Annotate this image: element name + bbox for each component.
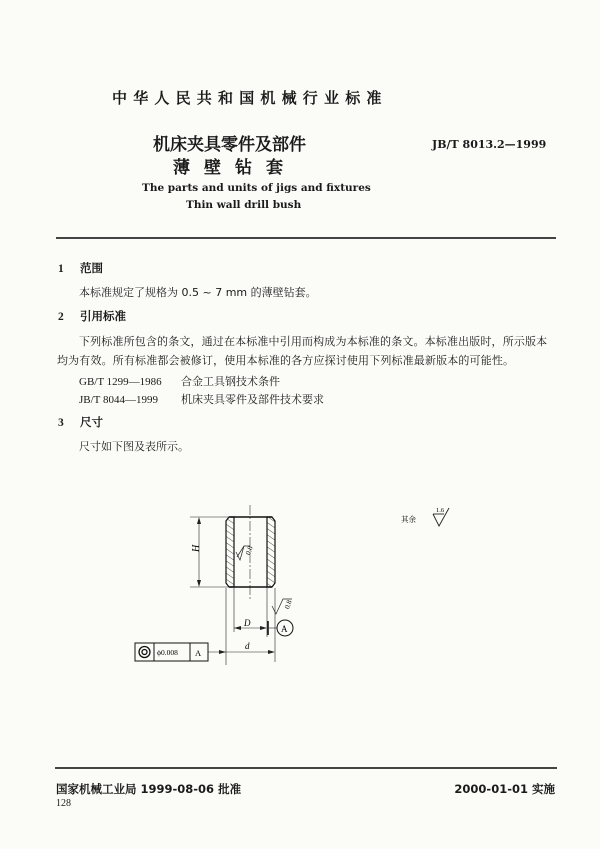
reference-title: 机床夹具零件及部件技术要求 bbox=[181, 393, 324, 406]
title-cn-line2: 薄壁钻套 bbox=[173, 158, 297, 178]
reference-code: GB/T 1299—1986 bbox=[79, 376, 162, 388]
title-en-line1: The parts and units of jigs and fixtures bbox=[142, 182, 371, 194]
datum-label: A bbox=[281, 624, 288, 634]
section-2-para-line1: 下列标准所包含的条文，通过在本标准中引用而构成为本标准的条文。本标准出版时，所示版本 bbox=[79, 335, 548, 348]
section-title: 尺寸 bbox=[80, 415, 103, 429]
approval-info: 国家机械工业局 1999-08-06 批准 bbox=[56, 782, 242, 796]
standard-code: JB/T 8013.2—1999 bbox=[432, 138, 547, 151]
remaining-roughness-value: 1.6 bbox=[436, 507, 445, 514]
outer-diameter-label: d bbox=[245, 641, 250, 651]
roughness-outer-value: 0.8 bbox=[283, 599, 294, 611]
section-1-text: 本标准规定了规格为 0.5 ~ 7 mm 的薄壁钻套。 bbox=[79, 286, 317, 299]
tolerance-datum: A bbox=[195, 648, 202, 658]
section-title: 范围 bbox=[80, 261, 103, 275]
section-number: 3 bbox=[58, 417, 64, 429]
section-number: 1 bbox=[58, 263, 64, 275]
section-number: 2 bbox=[58, 311, 64, 323]
reference-code: JB/T 8044—1999 bbox=[79, 394, 158, 406]
section-title: 引用标准 bbox=[80, 309, 126, 323]
roughness-inner-value: 0.8 bbox=[244, 545, 255, 557]
page-number: 128 bbox=[56, 798, 71, 809]
title-cn-line1: 机床夹具零件及部件 bbox=[153, 135, 306, 155]
tolerance-value: ϕ0.008 bbox=[157, 648, 178, 657]
inner-diameter-label: D bbox=[244, 618, 251, 628]
org-title: 中华人民共和国机械行业标准 bbox=[112, 89, 388, 107]
section-3-text: 尺寸如下图及表所示。 bbox=[79, 440, 189, 453]
reference-title: 合金工具钢技术条件 bbox=[181, 375, 280, 388]
footer-divider bbox=[55, 767, 557, 769]
section-2-para-line2: 均为有效。所有标准都会被修订，使用本标准的各方应探讨使用下列标准最新版本的可能性。 bbox=[57, 354, 515, 367]
height-label: H bbox=[191, 544, 202, 552]
remaining-label: 其余 bbox=[401, 515, 416, 524]
implementation-date: 2000-01-01 实施 bbox=[454, 782, 555, 796]
title-en-line2: Thin wall drill bush bbox=[186, 199, 302, 211]
